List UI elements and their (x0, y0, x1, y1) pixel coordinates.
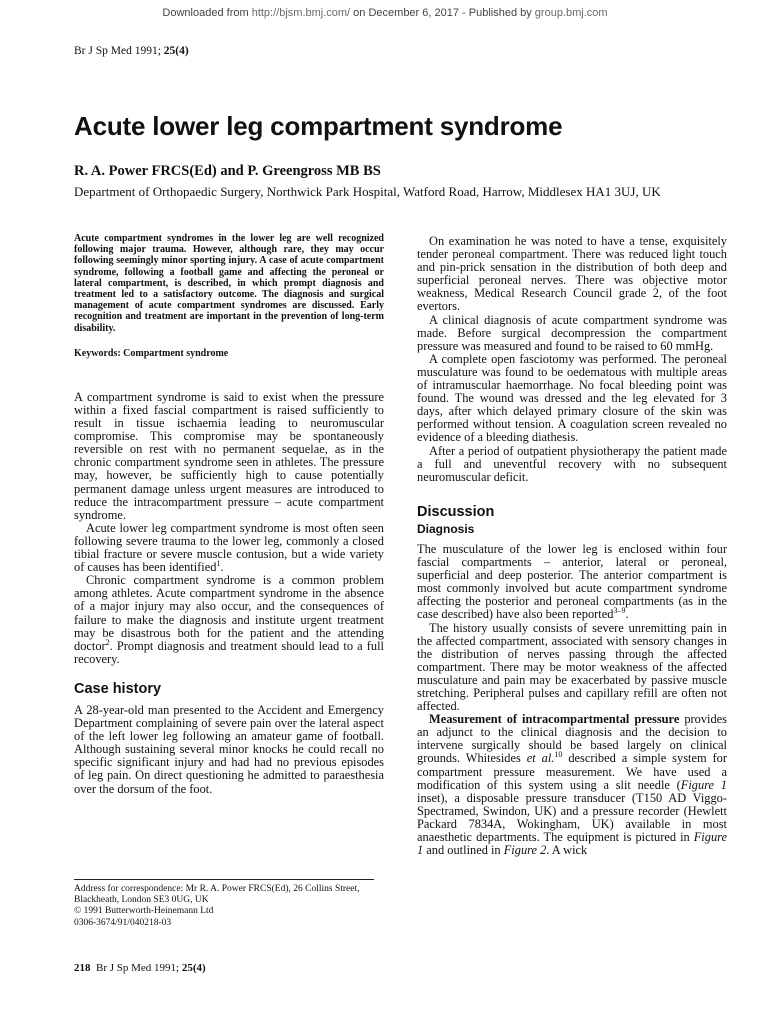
case-paragraph-1: A 28-year-old man presented to the Accident and Emergency Department complaining of severe pain over the lateral aspect of the left lower leg following an amateur game of football. Although sustaining several minor knocks he could recall no specific significant injury and had had no previous episodes of leg pain. On direct questioning he admitted to paraesthesia over the dorsum of the foot. (74, 702, 384, 796)
disc-p3-e: . A wick (546, 843, 588, 858)
disc-p1-end: . (625, 607, 629, 622)
article-title: Acute lower leg compartment syndrome (74, 111, 563, 141)
footnote-divider (74, 879, 374, 880)
citation-ref-3-9: 3–9 (613, 606, 626, 616)
journal-ref-plain: Br J Sp Med 1991; (74, 45, 164, 57)
intro-paragraph-1: A compartment syndrome is said to exist when the pressure within a fixed fascial compartment is raised sufficiently to result in tissue ischaemia leading to neuromuscular compromise. This compromise may be spontaneously reversible on rest with no permanent sequelae, as in the chronic compartment syndrome seen in athletes. The pressure may, however, be sufficiently high to cause potentially permanent damage unless urgent measures are introduced to reduce the intracompartment pressure – acute compartment syndrome. (74, 389, 384, 522)
correspondence-footnote (74, 884, 374, 929)
article-code: 0306-3674/91/040218-03 (74, 917, 172, 928)
discussion-paragraph-1 (417, 543, 727, 622)
intro-p2-text: Acute lower leg compartment syndrome is most often seen following severe trauma to the lower leg, commonly a closed tibial fracture or severe muscle contusion, but a wide variety of causes has been identified (74, 520, 384, 575)
et-al: et al. (526, 751, 555, 766)
footer-journal-volume: 25(4) (181, 962, 206, 974)
intro-paragraph-2 (74, 522, 384, 574)
citation-ref-2: 2 (105, 637, 110, 647)
exam-paragraph-4: After a period of outpatient physiotherapy the patient made a full and uneventful recovery with no subsequent neuromuscular deficit. (417, 443, 727, 484)
disc-p3-d: and outlined in (423, 843, 504, 858)
download-url-link[interactable]: http://bjsm.bmj.com/ (251, 7, 351, 19)
figure-1-ref: Figure 1 (680, 777, 727, 792)
figure-2-ref: Figure 2 (503, 843, 547, 858)
left-column (74, 233, 384, 796)
pressure-measurement-lead: Measurement of intracompartmental pressure (429, 712, 680, 727)
exam-paragraph-2: A clinical diagnosis of acute compartment syndrome was made. Before surgical decompression the compartment pressure was measured and found to be raised to 60 mmHg. (417, 312, 727, 353)
page-footer (74, 962, 206, 974)
diagnosis-subheading: Diagnosis (417, 521, 475, 536)
discussion-paragraph-3 (417, 713, 727, 857)
case-history-heading: Case history (74, 680, 162, 697)
citation-ref-1: 1 (216, 559, 221, 569)
right-column (417, 235, 727, 857)
download-middle: on December 6, 2017 - Published by (350, 7, 535, 19)
keywords: Keywords: Compartment syndrome (74, 347, 229, 359)
disc-p3-a: provides an adjunct to the clinical diagnosis and the decision to intervene surgically should be based largely on clinical grounds. Whitesides (417, 712, 727, 766)
journal-ref-volume: 25(4) (163, 45, 189, 57)
correspondence-address: Address for correspondence: Mr R. A. Power FRCS(Ed), 26 Collins Street, Blackheath, London SE3 0UG, UK (74, 884, 360, 906)
download-prefix: Downloaded from (162, 7, 252, 19)
article-authors: R. A. Power FRCS(Ed) and P. Greengross MB BS (74, 163, 381, 179)
download-banner (0, 7, 770, 19)
copyright-line: © 1991 Butterworth-Heinemann Ltd (74, 906, 214, 917)
disc-p3-b: described a simple system for compartment pressure measurement. We have used a modification of this system using a slit needle ( (417, 751, 727, 792)
intro-p2-end: . (220, 560, 224, 575)
disc-p3-c: inset), a disposable pressure transducer (T150 AD Viggo-Spectramed, Swindon, UK) and a pressure recorder (Hewlett Packard 7834A, Wokingham, UK) available in most anaesthetic departments. The equipment is pictured in (417, 790, 727, 845)
intro-paragraph-3 (74, 574, 384, 666)
intro-p3-end: . Prompt diagnosis and treatment should lead to a full recovery. (74, 638, 384, 666)
exam-paragraph-3: A complete open fasciotomy was performed. The peroneal musculature was found to be oedematous with multiple areas of intramuscular haemorrhage. No focal bleeding point was found. The wound was dressed and the leg elevated for 3 days, after which delayed primary closure of the skin was performed without tension. A coagulation screen revealed no evidence of a bleeding diathesis. (417, 351, 727, 445)
intro-p3-text: Chronic compartment syndrome is a common problem among athletes. Acute compartment syndrome in the absence of a major injury may also occur, and the consequences of failure to make the diagnosis and institute urgent treatment may be disastrous both for the patient and the attending doctor (74, 573, 384, 653)
discussion-heading: Discussion (417, 503, 495, 520)
discussion-paragraph-2: The history usually consists of severe unremitting pain in the affected compartment, associated with sensory changes in the distribution of nerves passing through the affected compartment. There may be motor weakness of the affected musculature and pain may be exacerbated by passive muscle stretching. Peripheral pulses and capillary refill are often not affected. (417, 620, 727, 714)
disc-p1-text: The musculature of the lower leg is enclosed within four fascial compartments – anterior, lateral or peroneal, superficial and deep posterior. The anterior compartment is most commonly involved but acute compartment syndrome affecting the posterior and peroneal compartments (as in the case described) have also been reported (417, 541, 727, 622)
abstract: Acute compartment syndromes in the lower leg are well recognized following major trauma. However, although rare, they may occur following seemingly minor sporting injury. A case of acute compartment syndrome, following a football game and affecting the peroneal or lateral compartment, is described, in which prompt diagnosis and treatment led to a satisfactory outcome. The diagnosis and surgical management of acute compartment syndromes are discussed. Early recognition and treatment are important in the prevention of long-term disability. (74, 233, 384, 334)
page-number: 218 (74, 962, 91, 974)
journal-reference-header (74, 45, 189, 57)
citation-ref-10: 10 (554, 750, 563, 760)
exam-paragraph-1: On examination he was noted to have a tense, exquisitely tender peroneal compartment. There was reduced light touch and pin-prick sensation in the distribution of both deep and superficial peroneal nerves. There was objective motor weakness, Medical Research Council grade 2, of the foot evertors. (417, 234, 727, 314)
footer-journal-plain: Br J Sp Med 1991; (96, 962, 182, 974)
publisher-site-link[interactable]: group.bmj.com (534, 7, 608, 19)
article-affiliation: Department of Orthopaedic Surgery, Northwick Park Hospital, Watford Road, Harrow, Middlesex HA1 3UJ, UK (74, 184, 661, 199)
figure-1-ref-2: Figure 1 (417, 830, 727, 858)
